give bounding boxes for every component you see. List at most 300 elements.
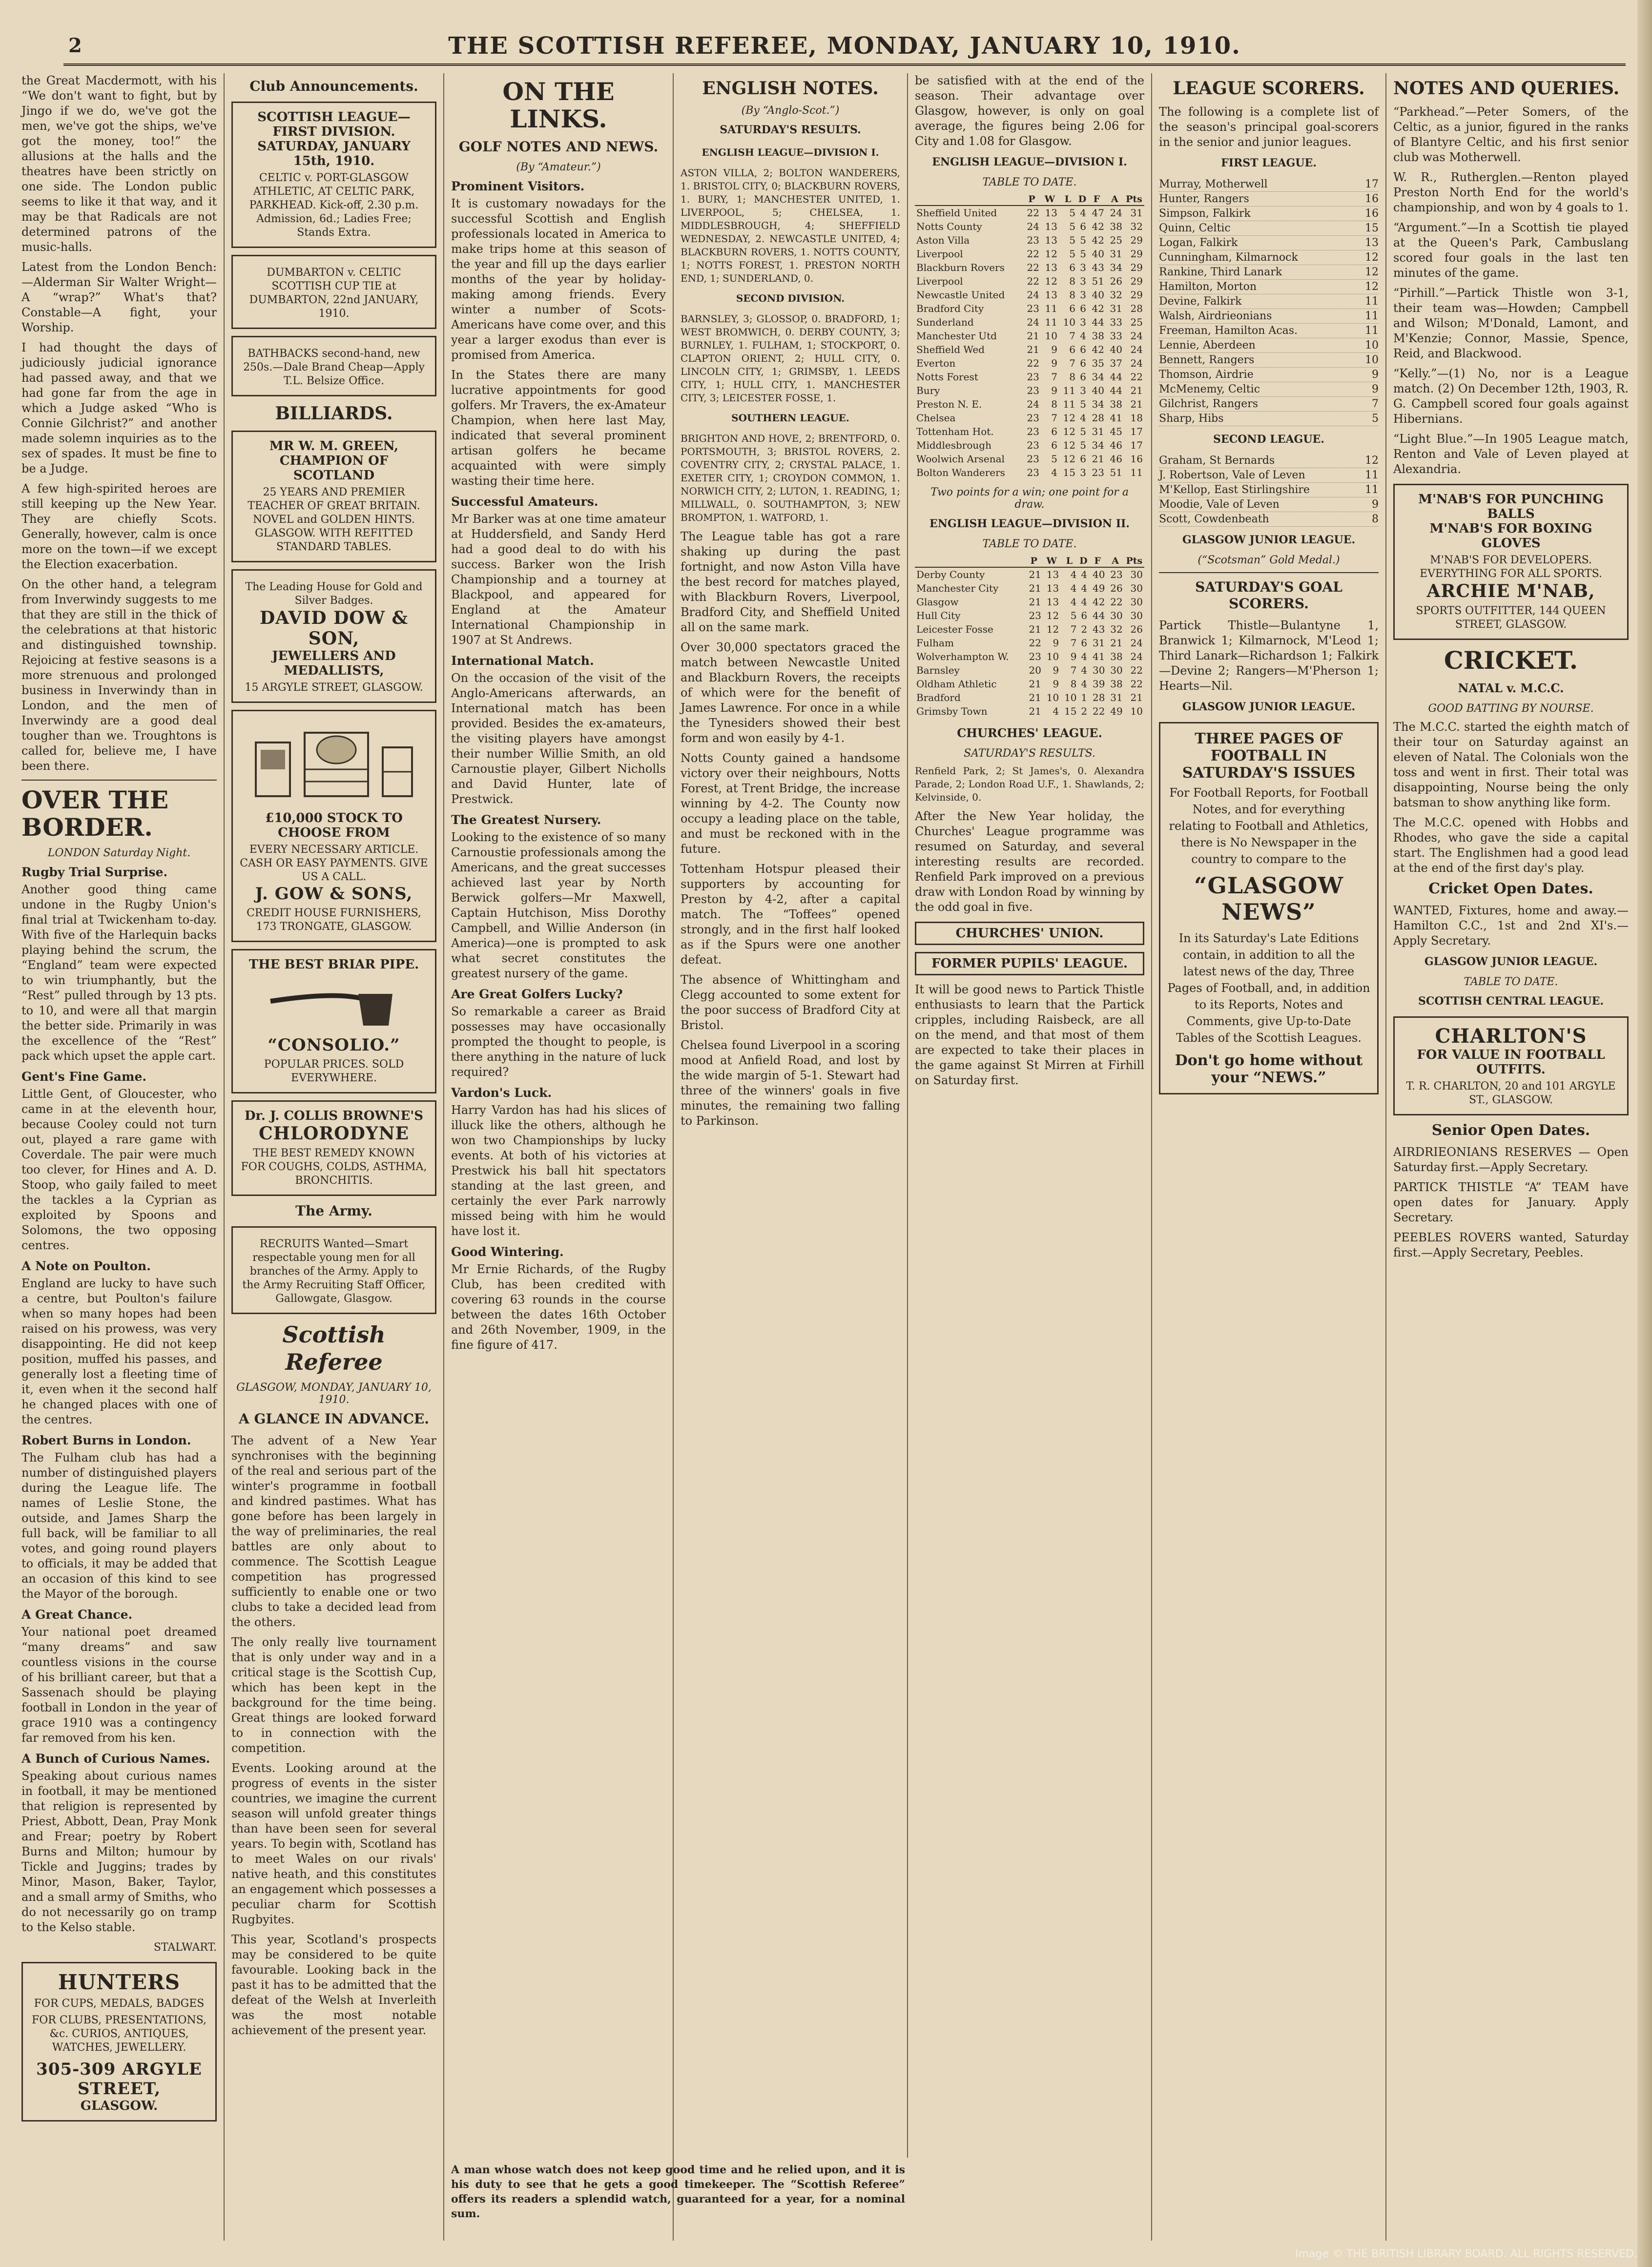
ad-address: SPORTS OUTFITTER, 144 QUEEN STREET, GLASGOW. <box>1416 605 1606 631</box>
table-row <box>915 302 1144 315</box>
article-paragraph: The following is a complete list of the season's principal goal-scorers in the senior and junior leagues. <box>1159 105 1379 149</box>
stat-cell: 6 <box>1080 344 1086 355</box>
ad-text: M'NAB'S FOR BOXING GLOVES <box>1429 521 1592 551</box>
stat-cell: 45 <box>1110 426 1122 437</box>
stat-cell: 23 <box>1092 467 1104 478</box>
stat-cell: 8 <box>1069 275 1075 287</box>
stat-cell: 21 <box>1029 678 1041 690</box>
stat-cell: 13 <box>1045 207 1057 219</box>
query-paragraph: “Argument.”—In a Scottish tie played at the Queen's Park, Cambuslang scored four goals in the last ten minutes of the game. <box>1393 221 1629 280</box>
article-paragraph: The only really live tournament that is only under way and in a critical stage is the Scottish Cup, which has been kept in the background for the time being. Great things are looked forward to in connection with the competition. <box>231 1635 436 1755</box>
stat-cell: 47 <box>1092 207 1104 219</box>
subheading: TABLE TO DATE. <box>1464 976 1558 988</box>
stat-cell: 4 <box>1051 467 1057 478</box>
stat-cell: 40 <box>1092 385 1104 396</box>
article-paragraph: The League table has got a rare shaking up during the past fortnight, and now Aston Villa have the best record for matches played, with Blackburn Rovers, Liverpool, Bradford City, and Sheffield United all on the same mark. <box>681 530 900 634</box>
table-header-cell: F <box>1089 555 1106 567</box>
stat-cell: 23 <box>1027 439 1039 451</box>
query-paragraph: “Parkhead.”—Peter Somers, of the Celtic, as a junior, figured in the ranks of Blantyre Celtic, and his first senior club was Motherwell. <box>1393 105 1629 164</box>
stat-cell: 13 <box>1046 582 1059 594</box>
stat-cell: 41 <box>1110 412 1122 424</box>
query-paragraph: “Kelly.”—(1) No, nor is a League match. (2) On December 12th, 1903, R. G. Campbell scored four goals against Hibernians. <box>1393 367 1629 426</box>
section-heading: ON THE LINKS. <box>502 77 615 133</box>
stat-cell: 12 <box>1063 453 1075 465</box>
stat-cell: 12 <box>1045 248 1057 260</box>
stat-cell: 30 <box>1130 610 1143 621</box>
scorer-goals: 7 <box>1372 398 1379 410</box>
stat-cell: 12 <box>1063 439 1075 451</box>
stat-cell: 4 <box>1070 596 1077 608</box>
stat-cell: 24 <box>1027 221 1039 232</box>
dateline: LONDON Saturday Night. <box>47 847 191 859</box>
article-paragraph: Over 30,000 spectators graced the match between Newcastle United and Blackburn Rovers, the receipts of which were for the benefit of James Lawrence. For once in a while the Tynesiders showed their best form and won easily by 4-1. <box>681 640 900 745</box>
table-row <box>915 636 1144 650</box>
article-paragraph: Looking to the existence of so many Carnoustie professionals among the Americans, and the great successes achieved last year by North Berwick golfers—Mr Maxwell, Captain Hutchison, Miss Dorothy Campbell, and Willie Anderson (in America)—one is prompted to ask what secret constitutes the greatest nursery of the game. <box>451 830 666 980</box>
stat-cell: 37 <box>1110 357 1122 369</box>
scorer-goals: 12 <box>1365 266 1379 278</box>
stat-cell: 21 <box>1027 344 1039 355</box>
stat-cell: 5 <box>1069 248 1075 260</box>
scorer-goals: 9 <box>1372 383 1379 395</box>
stat-cell: 31 <box>1110 248 1122 260</box>
scorer-name: Thomson, Airdrie <box>1159 369 1254 381</box>
stat-cell: 38 <box>1110 678 1123 690</box>
stat-cell: 34 <box>1092 371 1104 383</box>
ann-text: BATHBACKS second-hand, new 250s.—Dale Brand Cheap—Apply T.L. Belsize Office. <box>243 348 425 387</box>
team-name-cell: Bradford <box>916 692 961 703</box>
stat-cell: 21 <box>1029 623 1041 635</box>
scorer-goals: 17 <box>1365 178 1379 190</box>
article-paragraph: Speaking about curious names in football, it may be mentioned that religion is represented by Priest, Abbott, Dean, Pray Monk and Frear; poetry by Robert Burns and Milton; humour by Tickle and Juggins; trades by Minor, Mason, Baker, Taylor, and a small army of Smiths, who do not necessarily go on tramp to the Kelso stable. <box>21 1769 217 1934</box>
stat-cell: 24 <box>1130 330 1143 342</box>
ann-text: RECRUITS Wanted—Smart respectable young men for all branches of the Army. Apply to the Army Recruiting Staff Officer, Gallowgate, Glasgow. <box>242 1238 426 1305</box>
subheading: Are Great Golfers Lucky? <box>451 987 623 1001</box>
scorer-name: Lennie, Aberdeen <box>1159 339 1256 351</box>
stat-cell: 43 <box>1092 623 1105 635</box>
article-paragraph: Mr Ernie Richards, of the Rugby Club, has been credited with covering 63 rounds in the course between the dates 16th October and 26th November, 1909, in the fine figure of 417. <box>451 1262 666 1352</box>
table-row <box>915 315 1144 329</box>
ad-david-dow <box>231 569 436 703</box>
ad-text: For Football Reports, for Football Notes, and for everything relating to Football and Athletics, there is No Newspaper in the country to compare to the <box>1169 786 1369 866</box>
stat-cell: 15 <box>1063 467 1075 478</box>
ad-hunters <box>21 1962 217 2122</box>
dateline: GLASGOW, MONDAY, JANUARY 10, 1910. <box>236 1381 432 1406</box>
stat-cell: 6 <box>1051 426 1057 437</box>
stat-cell: 34 <box>1092 439 1104 451</box>
scorer-row <box>1159 192 1379 206</box>
subheading: (“Scotsman” Gold Medal.) <box>1198 554 1340 566</box>
stat-cell: 49 <box>1110 705 1123 717</box>
stat-cell: 35 <box>1092 357 1104 369</box>
section-heading: ENGLISH NOTES. <box>702 78 879 99</box>
results-list: Renfield Park, 2; St James's, 0. Alexandra Parade, 2; London Road U.F., 1. Shawlands, 2; Kelvinside, 0. <box>915 765 1144 803</box>
ad-address: 15 ARGYLE STREET, GLASGOW. <box>245 681 423 694</box>
ad-text: 25 YEARS AND PREMIER TEACHER OF GREAT BRITAIN. NOVEL and GOLDEN HINTS. GLASGOW. WITH REFITTED STANDARD TABLES. <box>248 486 420 553</box>
subheading: SOUTHERN LEAGUE. <box>731 412 849 424</box>
table-header-cell: A <box>1106 193 1124 206</box>
article-paragraph: Another good thing came undone in the Rugby Union's final trial at Twickenham to-day. With five of the Harlequin backs playing behind the scrum, the “England” team were expected to win triumphantly, but the “Rest” pulled through by 13 pts. to 10, and were all that margin the better side. Primarily in was the excellence of the “Rest” pack which upset the apple cart. <box>21 883 217 1063</box>
stat-cell: 21 <box>1092 453 1104 465</box>
stat-cell: 44 <box>1092 610 1105 621</box>
stat-cell: 10 <box>1045 330 1057 342</box>
stat-cell: 22 <box>1027 275 1039 287</box>
stat-cell: 11 <box>1045 316 1057 328</box>
table-row <box>915 663 1144 677</box>
article-paragraph: Partick Thistle—Bulantyne 1, Branwick 1; Kilmarnock, M'Leod 1; Third Lanark—Richardson 1; Falkirk—Devine 2; Rangers—M'Pherson 1; Hearts—Nil. <box>1159 618 1379 693</box>
stat-cell: 26 <box>1110 582 1123 594</box>
query-paragraph: “Pirhill.”—Partick Thistle won 3-1, their team was—Howden; Campbell and Wilson; M'Donald, Lamont, and M'Kenzie; Connor, Massie, Spence, Reid, and Blackwood. <box>1393 286 1629 360</box>
stat-cell: 6 <box>1080 357 1086 369</box>
announcement-box <box>231 336 436 396</box>
stat-cell: 20 <box>1029 664 1041 676</box>
table-row <box>915 220 1144 233</box>
column-5 <box>908 73 1152 2241</box>
subheading: Successful Amateurs. <box>451 495 599 509</box>
table-row <box>915 261 1144 274</box>
subheading: GLASGOW JUNIOR LEAGUE. <box>1182 701 1356 713</box>
stat-cell: 22 <box>1130 371 1143 383</box>
table-subheading: TABLE TO DATE. <box>982 538 1077 550</box>
stat-cell: 23 <box>1027 467 1039 478</box>
section-heading-over-border: OVER THE BORDER. <box>21 785 169 842</box>
article-paragraph: I had thought the days of judiciously judicial ignorance had passed away, and that we had gone far from the age in which a Judge asked “Who is Connie Gilchrist?” and another made solemn inquiries as to the sex of spades. It must be fine to be a Judge. <box>21 341 217 475</box>
table-row <box>915 466 1144 479</box>
table-row <box>915 370 1144 384</box>
scorer-row <box>1159 177 1379 192</box>
stat-cell: 7 <box>1051 412 1057 424</box>
table-header-cell <box>915 193 1023 206</box>
stat-cell: 22 <box>1130 664 1143 676</box>
column-2 <box>225 73 444 2241</box>
stat-cell: 5 <box>1080 426 1086 437</box>
subheading: Good Wintering. <box>451 1245 564 1259</box>
scorer-name: Cunningham, Kilmarnock <box>1159 251 1298 264</box>
section-heading: Club Announcements. <box>249 78 418 94</box>
stat-cell: 22 <box>1027 357 1039 369</box>
stat-cell: 24 <box>1130 637 1143 649</box>
ad-chlorodyne <box>231 1100 436 1196</box>
stat-cell: 23 <box>1110 569 1123 580</box>
stat-cell: 22 <box>1029 637 1041 649</box>
byline: (By “Amateur.”) <box>516 161 601 173</box>
subheading: FIRST LEAGUE. <box>1221 157 1317 169</box>
stat-cell: 7 <box>1069 330 1075 342</box>
table-header-cell: Pts <box>1124 555 1144 567</box>
stat-cell: 10 <box>1130 705 1143 717</box>
stat-cell: 5 <box>1080 398 1086 410</box>
scorer-goals: 16 <box>1365 207 1379 220</box>
ad-name: MR W. M. GREEN, CHAMPION OF SCOTLAND <box>269 439 399 483</box>
pipe-icon <box>261 977 407 1030</box>
table-header-cell: W <box>1043 555 1060 567</box>
scorer-goals: 13 <box>1365 237 1379 249</box>
stat-cell: 40 <box>1110 344 1122 355</box>
stat-cell: 38 <box>1110 221 1122 232</box>
scorer-row <box>1159 309 1379 324</box>
stat-cell: 7 <box>1070 623 1077 635</box>
ad-text: FOR VALUE IN FOOTBALL OUTFITS. <box>1417 1048 1605 1077</box>
article-paragraph: The M.C.C. opened with Hobbs and Rhodes, who gave the side a capital start. The Englishmen had a good lead at the end of the first day's play. <box>1393 816 1629 875</box>
stat-cell: 21 <box>1029 582 1041 594</box>
ad-gow <box>231 710 436 942</box>
stat-cell: 22 <box>1027 248 1039 260</box>
article-paragraph: After the New Year holiday, the Churches' League programme was resumed on Saturday, and several interesting results are recorded. Renfield Park improved on a previous draw with London Road by winning by the odd goal in five. <box>915 809 1144 914</box>
scorer-goals: 11 <box>1365 325 1379 337</box>
scorer-goals: 10 <box>1365 339 1379 351</box>
article-paragraph: A few high-spirited heroes are still keeping up the New Year. They are chiefly Scots. Generally, however, calm is once more on the town—if we except the Election exacerbation. <box>21 482 217 571</box>
stat-cell: 25 <box>1110 234 1122 246</box>
stat-cell: 3 <box>1080 262 1086 273</box>
article-paragraph: On the other hand, a telegram from Inverwindy suggests to me that they are still in the thick of the celebrations at that historic and distinguished township. Rejoicing at festive seasons is a more strenuous and prolonged business in Inverwindy than in London, and the men of Inverwindy are a good deal tougher than we. Troughtons is called for, believe me, I have been there. <box>21 577 217 773</box>
team-name-cell: Chelsea <box>916 412 956 424</box>
ad-title: HUNTERS <box>58 1970 181 1994</box>
stat-cell: 5 <box>1051 453 1057 465</box>
subheading: SCOTTISH CENTRAL LEAGUE. <box>1418 995 1604 1008</box>
article-paragraph: The M.C.C. started the eighth match of their tour on Saturday against an eleven of Natal. The Colonials won the toss and went in first. Their total was disappointing, Nourse being the only batsman to show anything like form. <box>1393 720 1629 809</box>
stat-cell: 6 <box>1081 610 1088 621</box>
ad-text: THE BEST REMEDY KNOWN FOR COUGHS, COLDS, ASTHMA, BRONCHITIS. <box>241 1147 427 1187</box>
stat-cell: 4 <box>1080 330 1086 342</box>
scorer-row <box>1159 382 1379 397</box>
stat-cell: 46 <box>1110 439 1122 451</box>
scorer-row <box>1159 324 1379 338</box>
ad-text: M'NAB'S FOR DEVELOPERS. EVERYTHING FOR ALL SPORTS. <box>1420 554 1602 580</box>
table-subheading: TABLE TO DATE. <box>982 176 1077 188</box>
table-row <box>915 650 1144 663</box>
ad-text: FOR CUPS, MEDALS, BADGES <box>34 1998 205 2010</box>
stat-cell: 42 <box>1092 344 1104 355</box>
scorer-row <box>1159 265 1379 280</box>
section-heading: NOTES AND QUERIES. <box>1393 78 1620 99</box>
table-header-cell: F <box>1088 193 1106 206</box>
article-paragraph: So remarkable a career as Braid possesses may have occasionally prompted the thought to people, is there anything in the nature of luck required? <box>451 1005 666 1079</box>
stat-cell: 28 <box>1092 412 1104 424</box>
stat-cell: 22 <box>1092 705 1105 717</box>
stat-cell: 30 <box>1092 664 1105 676</box>
stat-cell: 13 <box>1045 221 1057 232</box>
scorer-name: Hunter, Rangers <box>1159 193 1249 205</box>
stat-cell: 40 <box>1092 289 1104 301</box>
page-number: 2 <box>68 34 82 57</box>
table-row <box>915 247 1144 261</box>
stat-cell: 29 <box>1130 275 1143 287</box>
stat-cell: 24 <box>1130 651 1143 662</box>
stat-cell: 12 <box>1063 426 1075 437</box>
ad-mnab <box>1393 484 1629 640</box>
stat-cell: 28 <box>1130 303 1143 314</box>
stat-cell: 24 <box>1027 289 1039 301</box>
stat-cell: 6 <box>1069 344 1075 355</box>
ad-subtitle: JEWELLERS AND MEDALLISTS, <box>272 649 396 678</box>
stat-cell: 11 <box>1130 467 1143 478</box>
scorer-goals: 12 <box>1365 251 1379 264</box>
stat-cell: 7 <box>1070 637 1077 649</box>
scorer-row <box>1159 483 1379 497</box>
scorer-name: Walsh, Airdrieonians <box>1159 310 1272 322</box>
stat-cell: 7 <box>1051 371 1057 383</box>
scorer-goals: 11 <box>1365 484 1379 496</box>
article-paragraph: Events. Looking around at the progress of events in the sister countries, we imagine the current season will unfold greater things than have been seen for several years. To begin with, Scotland has to meet Wales on our rivals' native heath, and this constitutes an engagement which possesses a peculiar charm for Scottish Rugbyites. <box>231 1761 436 1926</box>
scorer-row <box>1159 221 1379 236</box>
stat-cell: 22 <box>1027 262 1039 273</box>
scorer-row <box>1159 497 1379 512</box>
team-name-cell: Blackburn Rovers <box>916 262 1005 273</box>
scorer-goals: 12 <box>1365 281 1379 293</box>
subheading: The Greatest Nursery. <box>451 813 601 827</box>
stat-cell: 3 <box>1080 289 1086 301</box>
stat-cell: 49 <box>1092 582 1105 594</box>
announcement-box <box>231 1226 436 1314</box>
ad-title: “GLASGOW NEWS” <box>1194 872 1343 925</box>
team-name-cell: Wolverhampton W. <box>916 651 1009 662</box>
stat-cell: 21 <box>1029 596 1041 608</box>
article-paragraph: The Fulham club has had a number of distinguished players during the League life. The names of Leslie Stone, the outside, and James Sharp the full back, will be familiar to all votes, and going round players to officials, it may be added that an occasion of this kind to see the Mayor of the borough. <box>21 1451 217 1601</box>
section-heading: CHURCHES' LEAGUE. <box>957 726 1102 740</box>
stat-cell: 11 <box>1063 385 1075 396</box>
table-note: Two points for a win; one point for a draw. <box>930 486 1129 511</box>
stat-cell: 41 <box>1092 651 1105 662</box>
subheading: NATAL v. M.C.C. <box>1458 681 1564 695</box>
subheading: SATURDAY'S RESULTS. <box>964 747 1095 760</box>
team-name-cell: Hull City <box>916 610 961 621</box>
stat-cell: 21 <box>1130 385 1143 396</box>
stat-cell: 44 <box>1110 371 1122 383</box>
ad-title: Dr. J. COLLIS BROWNE'S <box>245 1109 423 1123</box>
stat-cell: 23 <box>1027 385 1039 396</box>
ad-charlton <box>1393 1016 1629 1115</box>
stat-cell: 9 <box>1070 651 1077 662</box>
section-heading: FORMER PUPILS' LEAGUE. <box>931 956 1128 971</box>
scorer-row <box>1159 397 1379 412</box>
section-heading: Senior Open Dates. <box>1431 1122 1590 1139</box>
stat-cell: 4 <box>1053 705 1059 717</box>
masthead-logo: Scottish Referee <box>282 1321 386 1375</box>
table-row <box>915 356 1144 370</box>
results-list: BRIGHTON AND HOVE, 2; BRENTFORD, 0. PORTSMOUTH, 3; BRISTOL ROVERS, 2. COVENTRY CITY, 2; CRYSTAL PALACE, 1. EXETER CITY, 1; CROYDON COMMON, 1. NORWICH CITY, 2; LUTON, 1. READING, 1; MILLWALL, 0. SOUTHAMPTON, 3; NEW BROMPTON, 1. WATFORD, 1. <box>681 433 900 523</box>
subheading: SECOND LEAGUE. <box>1213 433 1324 446</box>
table-row <box>915 452 1144 466</box>
ad-headline: THREE PAGES OF FOOTBALL IN SATURDAY'S ISSUES <box>1182 730 1356 782</box>
stat-cell: 4 <box>1070 582 1077 594</box>
team-name-cell: Bradford City <box>916 303 984 314</box>
scorer-name: McMenemy, Celtic <box>1159 383 1260 395</box>
column-7 <box>1386 73 1635 2241</box>
stat-cell: 17 <box>1130 426 1143 437</box>
stat-cell: 7 <box>1069 357 1075 369</box>
stat-cell: 21 <box>1027 330 1039 342</box>
scorer-row <box>1159 280 1379 294</box>
stat-cell: 18 <box>1130 412 1143 424</box>
scorer-name: M'Kellop, East Stirlingshire <box>1159 484 1310 496</box>
stat-cell: 8 <box>1069 371 1075 383</box>
divider <box>1159 572 1379 573</box>
ad-footer: Don't go home without your “NEWS.” <box>1175 1052 1363 1086</box>
stat-cell: 38 <box>1110 398 1122 410</box>
ad-billiards <box>231 431 436 562</box>
ad-text: POPULAR PRICES. SOLD EVERYWHERE. <box>264 1058 404 1084</box>
section-heading: The Army. <box>295 1203 372 1219</box>
stat-cell: 24 <box>1130 344 1143 355</box>
scorer-name: Scott, Cowdenbeath <box>1159 513 1269 525</box>
stat-cell: 21 <box>1029 705 1041 717</box>
stat-cell: 12 <box>1046 610 1059 621</box>
stat-cell: 30 <box>1110 664 1123 676</box>
section-box <box>915 922 1144 945</box>
stat-cell: 23 <box>1029 651 1041 662</box>
stat-cell: 31 <box>1092 426 1104 437</box>
team-name-cell: Grimsby Town <box>916 705 988 717</box>
stat-cell: 5 <box>1069 234 1075 246</box>
stat-cell: 5 <box>1070 610 1077 621</box>
scorer-row <box>1159 250 1379 265</box>
subheading: Vardon's Luck. <box>451 1086 552 1100</box>
stat-cell: 25 <box>1130 316 1143 328</box>
table-row <box>915 233 1144 247</box>
stat-cell: 40 <box>1092 248 1104 260</box>
table-row <box>915 206 1144 220</box>
scorer-row <box>1159 294 1379 309</box>
article-paragraph: be satisfied with at the end of the season. Their advantage over Glasgow, however, is only on goal average, the figures being 2.06 for City and 1.08 for Glasgow. <box>915 74 1144 148</box>
table-heading: ENGLISH LEAGUE—DIVISION II. <box>929 517 1130 530</box>
table-header-cell <box>915 555 1025 567</box>
subheading: Prominent Visitors. <box>451 179 585 193</box>
scorer-goals: 8 <box>1372 513 1379 525</box>
scorer-row <box>1159 338 1379 353</box>
ann-text: CELTIC v. PORT-GLASGOW ATHLETIC, AT CELTIC PARK, PARKHEAD. Kick-off, 2.30 p.m. Admission, 6d.; Ladies Free; Stands Extra. <box>249 172 419 239</box>
ad-text: In its Saturday's Late Editions contain, in addition to all the latest news of the day, Three Pages of Football, and, in addition to its Reports, Notes and Comments, give Up-to-Date Tables of the Scottish Leagues. <box>1167 931 1370 1045</box>
masthead <box>63 29 1626 66</box>
stat-cell: 12 <box>1045 275 1057 287</box>
stat-cell: 21 <box>1029 692 1041 703</box>
stat-cell: 16 <box>1130 453 1143 465</box>
team-name-cell: Oldham Athletic <box>916 678 997 690</box>
divider <box>21 780 217 781</box>
stat-cell: 6 <box>1080 221 1086 232</box>
stat-cell: 24 <box>1027 398 1039 410</box>
article-paragraph: In the States there are many lucrative appointments for good golfers. Mr Travers, the ex-Amateur Champion, when here last May, indicated that several prominent artisan golfers he became acquainted with were simply wasting their time here. <box>451 368 666 488</box>
ad-glasgow-news <box>1159 722 1379 1094</box>
stat-cell: 4 <box>1080 412 1086 424</box>
section-heading: CRICKET. <box>1444 646 1578 675</box>
team-name-cell: Fulham <box>916 637 954 649</box>
stat-cell: 9 <box>1053 637 1059 649</box>
table-header-cell: P <box>1025 555 1043 567</box>
team-name-cell: Liverpool <box>916 248 963 260</box>
table-row <box>915 691 1144 704</box>
table-header-cell: W <box>1041 193 1059 206</box>
stat-cell: 1 <box>1081 692 1088 703</box>
scorer-name: Hamilton, Morton <box>1159 281 1257 293</box>
scorer-name: Gilchrist, Rangers <box>1159 398 1259 410</box>
table-row <box>915 581 1144 595</box>
stat-cell: 26 <box>1110 275 1122 287</box>
stat-cell: 31 <box>1092 637 1105 649</box>
scorer-row <box>1159 453 1379 468</box>
scorer-goals: 11 <box>1365 310 1379 322</box>
stat-cell: 13 <box>1045 262 1057 273</box>
stat-cell: 4 <box>1070 569 1077 580</box>
stat-cell: 13 <box>1045 289 1057 301</box>
scorer-row <box>1159 368 1379 382</box>
stat-cell: 6 <box>1080 303 1086 314</box>
team-name-cell: Aston Villa <box>916 234 970 246</box>
stat-cell: 4 <box>1081 678 1088 690</box>
page-edge-shadow <box>1637 0 1652 2267</box>
table-row <box>915 595 1144 609</box>
article-paragraph: It is customary nowadays for the successful Scottish and English professionals located in America to make trips home at this season of the year and fill up the days earlier months of the year by holiday-making among friends. Every winter a number of Scots-Americans have come over, and this year a larger exodus than ever is promised from America. <box>451 197 666 362</box>
stat-cell: 11 <box>1063 398 1075 410</box>
team-name-cell: Glasgow <box>916 596 959 608</box>
